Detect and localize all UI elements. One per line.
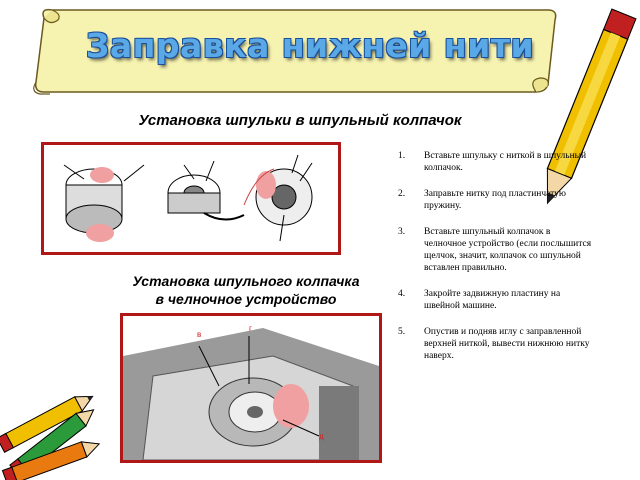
step-item (398, 150, 594, 174)
step-number: 3. (398, 227, 406, 237)
step-text: Вставьте шпульный колпачок в челночное устройство (если послышится щелчок, значит, колпачок со шпульной вставлен правильно. (424, 227, 592, 273)
pencils-icon (0, 380, 110, 480)
steps-list (398, 150, 594, 376)
label-g: г (249, 324, 252, 333)
step-item (398, 326, 594, 362)
step-number: 4. (398, 289, 406, 299)
section-title-line-2: в челночное устройство (155, 291, 337, 307)
step-item (398, 226, 594, 274)
step-text: Опустив и подняв иглу с заправленной верхней ниткой, вывести нижнюю нитку наверх. (424, 327, 590, 361)
step-number: 1. (398, 151, 406, 161)
shuttle-insertion-illustration (120, 313, 382, 463)
step-text: Закройте задвижную пластину на швейной машине. (424, 289, 561, 311)
section-title-line-1: Установка шпульного колпачка (132, 273, 360, 289)
bobbin-case-icon (44, 145, 338, 252)
section-title-bobbin: Установка шпульки в шпульный колпачок (138, 112, 462, 129)
step-number: 5. (398, 327, 406, 337)
step-number: 2. (398, 189, 406, 199)
step-item (398, 288, 594, 312)
page-title: Заправка нижней нити (85, 26, 535, 65)
step-text: Заправьте нитку под пластинчатую пружину. (424, 189, 566, 211)
section-title-bobbin-case (96, 272, 396, 308)
step-item (398, 188, 594, 212)
shuttle-icon (123, 316, 379, 460)
step-text: Вставьте шпульку с ниткой в шпульный колпачок. (424, 151, 587, 173)
label-v: в (197, 330, 202, 339)
label-d: д (319, 432, 324, 441)
bobbin-insertion-illustration (41, 142, 341, 255)
